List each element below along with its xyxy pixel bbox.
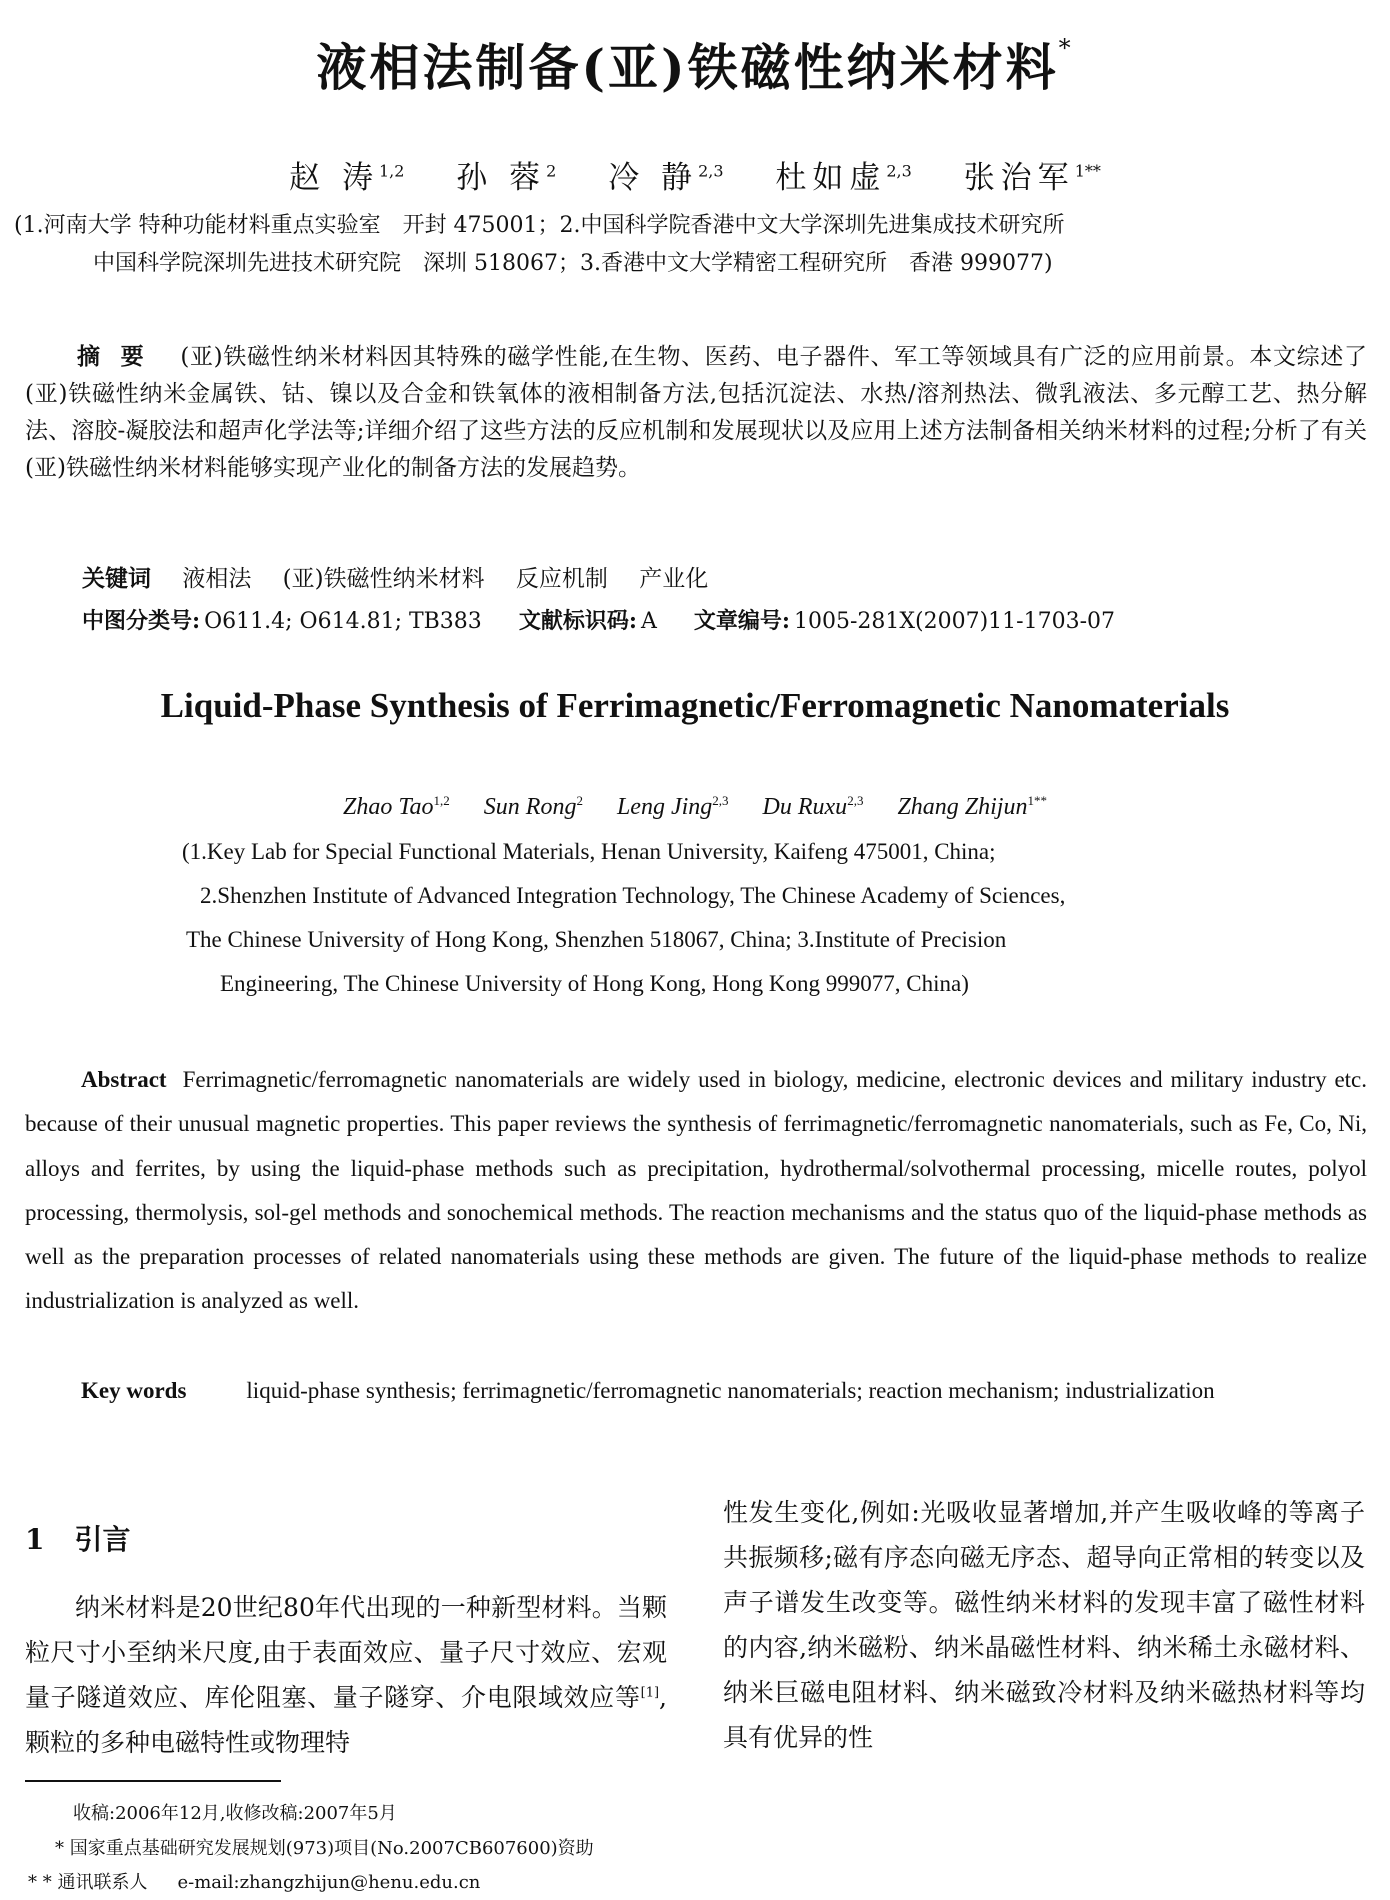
english-abstract-label: Abstract [81, 1067, 167, 1092]
author-cn: 冷 静$^{2,3}$ [608, 160, 724, 196]
footnote-divider [25, 1780, 281, 1782]
classification-line [82, 604, 1145, 635]
body-text-left-column: 纳米材料是20世纪80年代出现的一种新型材料。当颗粒尺寸小至纳米尺度,由于表面效应、量子尺寸效应、宏观量子隧道效应、库伦阻塞、量子隧穿、介电限域效应等[1],颗粒的多种电磁特性或物理特 [25, 1593, 667, 1757]
footnote-funding: * 国家重点基础研究发展规划(973)项目(No.2007CB607600)资助 [55, 1838, 594, 1859]
chinese-keywords-label: 关键词 [82, 565, 151, 592]
english-authors [0, 793, 1390, 821]
keyword-cn: (亚)铁磁性纳米材料 [282, 566, 485, 592]
author-cn: 杜如虚$^{2,3}$ [775, 160, 912, 196]
english-affiliation-line: (1.Key Lab for Special Functional Materials, Henan University, Kaifeng 475001, China; [182, 839, 996, 864]
keyword-cn: 反应机制 [515, 566, 608, 592]
author-en: Sun Rong$^2$ [483, 793, 583, 820]
clc-label: 中图分类号: [82, 608, 201, 634]
doc-code-value: A [640, 609, 657, 634]
author-cn: 赵 涛$^{1,2}$ [289, 160, 405, 196]
author-en: Zhang Zhijun$^{1**}$ [897, 793, 1047, 820]
keyword-cn: 产业化 [639, 566, 709, 592]
english-abstract-text: Ferrimagnetic/ferromagnetic nanomaterials are widely used in biology, medicine, electronic devices and military industry etc. because of their unusual magnetic properties. This paper reviews the synthesis of ferrimagnetic/ferromagnetic nanomaterials, such as Fe, Co, Ni, alloys and ferrites, by using the liquid-phase methods such as precipitation, hydrothermal/solvothermal processing, micelle routes, polyol processing, thermolysis, sol-gel methods and sonochemical methods. The reaction mechanisms and the status quo of the liquid-phase methods as well as the preparation processes of related nanomaterials using these methods are given. The future of the liquid-phase methods to realize industrialization is analyzed as well. [25, 1067, 1367, 1314]
author-cn: 张治军$^{1**}$ [963, 160, 1101, 196]
author-cn: 孙 蓉$^2$ [456, 160, 557, 196]
section-heading [25, 1518, 131, 1558]
email-text: e-mail:zhangzhijun@henu.edu.cn [177, 1872, 481, 1893]
chinese-abstract [25, 338, 1367, 487]
chinese-keywords [82, 560, 708, 593]
title-footnote-mark: * [1058, 34, 1074, 62]
chinese-abstract-label: 摘要 [77, 343, 165, 370]
footnote-corresponding [28, 1868, 480, 1898]
article-number-label: 文章编号: [693, 608, 790, 634]
corresponding-label: * * 通讯联系人 [28, 1872, 148, 1893]
english-affiliation-line: Engineering, The Chinese University of Hong Kong, Hong Kong 999077, China) [220, 971, 969, 996]
chinese-title-text: 液相法制备(亚)铁磁性纳米材料 [316, 38, 1059, 97]
section-title: 引言 [74, 1523, 131, 1556]
keyword-cn: 液相法 [182, 566, 252, 592]
author-en: Leng Jing$^{2,3}$ [616, 793, 729, 820]
author-en: Du Ruxu$^{2,3}$ [762, 793, 864, 820]
english-abstract [25, 1058, 1367, 1324]
english-keywords-label: Key words [81, 1378, 187, 1403]
body-text-right-column: 性发生变化,例如:光吸收显著增加,并产生吸收峰的等离子共振频移;磁有序态向磁无序态、超导向正常相的转变以及声子谱发生改变等。磁性纳米材料的发现丰富了磁性材料的内容,纳米磁粉、纳米晶磁性材料、纳米稀土永磁材料、纳米巨磁电阻材料、纳米磁致冷材料及纳米磁热材料等均具有优异的性 [723, 1498, 1365, 1752]
author-en: Zhao Tao$^{1,2}$ [343, 793, 450, 820]
english-affiliation-line: 2.Shenzhen Institute of Advanced Integration Technology, The Chinese Academy of Sciences, [200, 883, 1066, 908]
article-number-value: 1005-281X(2007)11-1703-07 [793, 609, 1116, 634]
english-title: Liquid-Phase Synthesis of Ferrimagnetic/Ferromagnetic Nanomaterials [160, 686, 1230, 725]
english-keywords [25, 1369, 1367, 1413]
chinese-authors [0, 152, 1390, 197]
chinese-abstract-text: (亚)铁磁性纳米材料因其特殊的磁学性能,在生物、医药、电子器件、军工等领域具有广泛的应用前景。本文综述了(亚)铁磁性纳米金属铁、钴、镍以及合金和铁氧体的液相制备方法,包括沉淀法、水热/溶剂热法、微乳液法、多元醇工艺、热分解法、溶胶-凝胶法和超声化学法等;详细介绍了这些方法的反应机制和发展现状以及应用上述方法制备相关纳米材料的过程;分析了有关(亚)铁磁性纳米材料能够实现产业化的制备方法的发展趋势。 [25, 344, 1368, 481]
english-affiliation-line: The Chinese University of Hong Kong, Shenzhen 518067, China; 3.Institute of Precision [186, 927, 1007, 952]
chinese-affiliation-line: 中国科学院深圳先进技术研究院 深圳 518067；3.香港中文大学精密工程研究所 香港 999077) [93, 251, 1053, 276]
chinese-title [0, 28, 1390, 100]
chinese-affiliation-line: (1.河南大学 特种功能材料重点实验室 开封 475001；2.中国科学院香港中文大学深圳先进集成技术研究所 [14, 213, 1065, 238]
footnote-received: 收稿:2006年12月,收修改稿:2007年5月 [73, 1803, 397, 1824]
clc-value: O611.4; O614.81; TB383 [204, 609, 482, 634]
citation-ref: [1] [640, 1685, 660, 1701]
english-keywords-text: liquid-phase synthesis; ferrimagnetic/ferromagnetic nanomaterials; reaction mechanism; industrialization [246, 1378, 1215, 1403]
doc-code-label: 文献标识码: [518, 608, 637, 634]
section-number: 1 [25, 1523, 45, 1556]
